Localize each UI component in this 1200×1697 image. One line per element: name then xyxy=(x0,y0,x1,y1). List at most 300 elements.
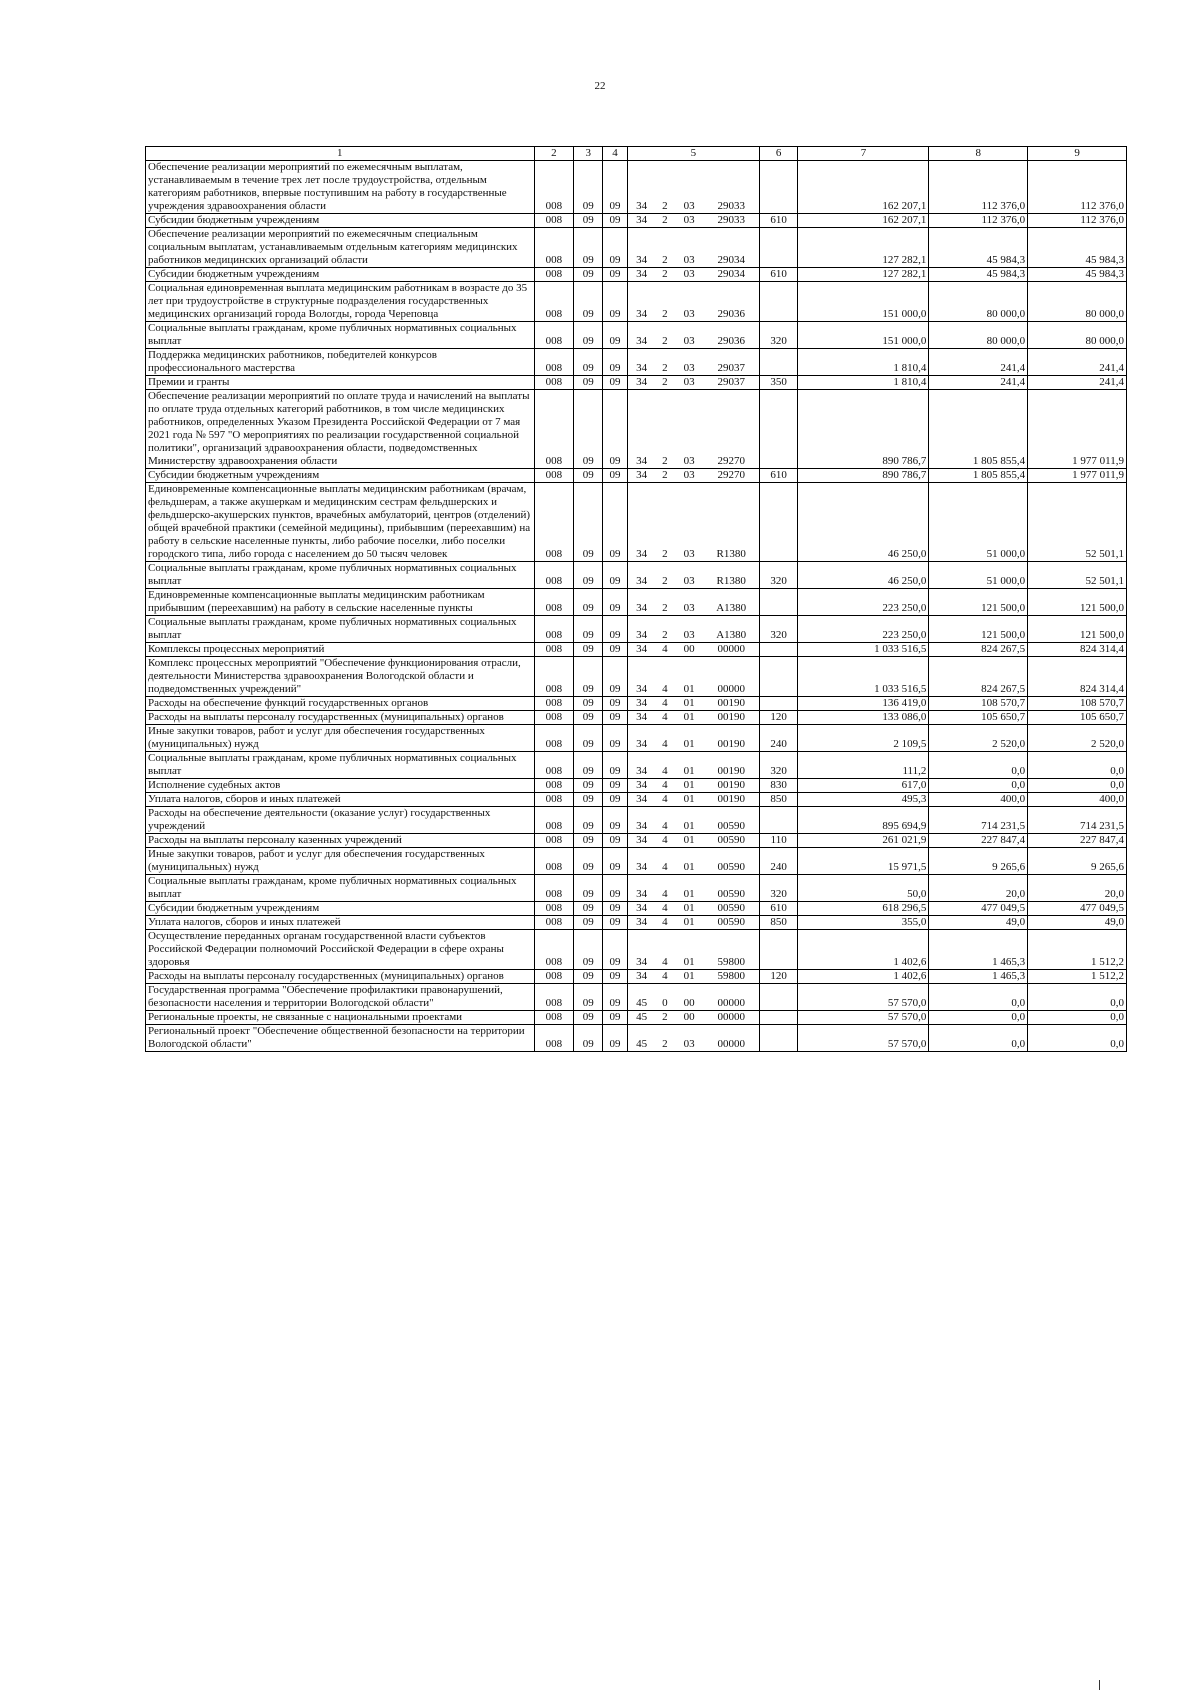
cell-section-code: 09 xyxy=(574,984,603,1011)
cell-subsection-code: 09 xyxy=(603,725,628,752)
cell-ministry-code: 008 xyxy=(534,616,574,643)
cell-expense-type-code xyxy=(759,228,798,268)
cell-amount-year-2: 51 000,0 xyxy=(929,483,1028,562)
cell-amount-year-2: 105 650,7 xyxy=(929,711,1028,725)
cell-amount-year-1: 127 282,1 xyxy=(798,228,929,268)
cell-ministry-code: 008 xyxy=(534,643,574,657)
cell-event-group-code: 01 xyxy=(675,970,704,984)
cell-direction-code: 29270 xyxy=(704,469,760,483)
cell-program-code: 34 xyxy=(627,376,655,390)
cell-amount-year-2: 0,0 xyxy=(929,752,1028,779)
cell-subsection-code: 09 xyxy=(603,589,628,616)
cell-subsection-code: 09 xyxy=(603,322,628,349)
cell-amount-year-3: 52 501,1 xyxy=(1028,483,1127,562)
cell-amount-year-3: 1 977 011,9 xyxy=(1028,469,1127,483)
cell-amount-year-1: 890 786,7 xyxy=(798,390,929,469)
cell-direction-code: 00190 xyxy=(704,752,760,779)
cell-expense-type-code xyxy=(759,390,798,469)
cell-program-code: 34 xyxy=(627,916,655,930)
cell-amount-year-2: 824 267,5 xyxy=(929,657,1028,697)
row-name: Региональные проекты, не связанные с национальными проектами xyxy=(146,1011,535,1025)
cell-amount-year-3: 0,0 xyxy=(1028,1011,1127,1025)
cell-amount-year-2: 1 465,3 xyxy=(929,970,1028,984)
row-name: Региональный проект "Обеспечение общественной безопасности на территории Вологодской области" xyxy=(146,1025,535,1052)
cell-section-code: 09 xyxy=(574,752,603,779)
cell-event-group-code: 03 xyxy=(675,469,704,483)
cell-direction-code: R1380 xyxy=(704,562,760,589)
cell-expense-type-code: 320 xyxy=(759,616,798,643)
cell-amount-year-3: 9 265,6 xyxy=(1028,848,1127,875)
cell-program-code: 34 xyxy=(627,970,655,984)
cell-amount-year-1: 46 250,0 xyxy=(798,562,929,589)
cell-subprogram-code: 4 xyxy=(655,834,674,848)
cell-subsection-code: 09 xyxy=(603,643,628,657)
cell-direction-code: A1380 xyxy=(704,616,760,643)
cell-section-code: 09 xyxy=(574,970,603,984)
cell-section-code: 09 xyxy=(574,807,603,834)
cell-amount-year-2: 241,4 xyxy=(929,349,1028,376)
cell-subsection-code: 09 xyxy=(603,834,628,848)
row-name: Уплата налогов, сборов и иных платежей xyxy=(146,793,535,807)
cell-subsection-code: 09 xyxy=(603,161,628,214)
cell-amount-year-3: 121 500,0 xyxy=(1028,589,1127,616)
cell-ministry-code: 008 xyxy=(534,376,574,390)
cell-event-group-code: 01 xyxy=(675,657,704,697)
table-row xyxy=(146,725,1127,752)
cell-direction-code: 00190 xyxy=(704,793,760,807)
cell-amount-year-1: 1 033 516,5 xyxy=(798,643,929,657)
row-name: Социальные выплаты гражданам, кроме публичных нормативных социальных выплат xyxy=(146,616,535,643)
table-row xyxy=(146,616,1127,643)
cell-amount-year-1: 495,3 xyxy=(798,793,929,807)
cell-amount-year-2: 80 000,0 xyxy=(929,282,1028,322)
cell-expense-type-code xyxy=(759,1011,798,1025)
cell-program-code: 34 xyxy=(627,390,655,469)
cell-expense-type-code: 610 xyxy=(759,902,798,916)
cell-direction-code: 59800 xyxy=(704,970,760,984)
cell-section-code: 09 xyxy=(574,322,603,349)
cell-amount-year-1: 2 109,5 xyxy=(798,725,929,752)
cell-subprogram-code: 4 xyxy=(655,752,674,779)
cell-program-code: 34 xyxy=(627,779,655,793)
table-row xyxy=(146,228,1127,268)
cell-amount-year-3: 105 650,7 xyxy=(1028,711,1127,725)
cell-amount-year-1: 1 402,6 xyxy=(798,930,929,970)
row-name: Социальная единовременная выплата медицинским работникам в возрасте до 35 лет при трудоустройстве в структурные подразделения государственных медицинских организаций города Вологды, города Череповца xyxy=(146,282,535,322)
cell-program-code: 34 xyxy=(627,469,655,483)
table-row xyxy=(146,697,1127,711)
cell-amount-year-3: 45 984,3 xyxy=(1028,268,1127,282)
column-header: 9 xyxy=(1028,147,1127,161)
cell-amount-year-1: 355,0 xyxy=(798,916,929,930)
cell-subsection-code: 09 xyxy=(603,469,628,483)
cell-subprogram-code: 4 xyxy=(655,807,674,834)
cell-subsection-code: 09 xyxy=(603,1011,628,1025)
row-name: Расходы на выплаты персоналу казенных учреждений xyxy=(146,834,535,848)
cell-amount-year-1: 895 694,9 xyxy=(798,807,929,834)
cell-amount-year-3: 1 977 011,9 xyxy=(1028,390,1127,469)
row-name: Обеспечение реализации мероприятий по оплате труда и начислений на выплаты по оплате труда отдельных категорий работников, в том числе медицинских работников, определенных Указом Президента Российской Федерации от 7 мая 2021 года № 597 "О мероприятиях по реализации государственной социальной политики", организаций здравоохранения области, подведомственных Министерству здравоохранения области xyxy=(146,390,535,469)
column-header: 1 xyxy=(146,147,535,161)
table-row xyxy=(146,322,1127,349)
cell-amount-year-1: 136 419,0 xyxy=(798,697,929,711)
cell-subprogram-code: 4 xyxy=(655,779,674,793)
table-row xyxy=(146,793,1127,807)
cell-event-group-code: 03 xyxy=(675,228,704,268)
cell-event-group-code: 01 xyxy=(675,930,704,970)
cell-amount-year-2: 112 376,0 xyxy=(929,161,1028,214)
cell-subsection-code: 09 xyxy=(603,483,628,562)
cell-direction-code: 00000 xyxy=(704,657,760,697)
cell-event-group-code: 01 xyxy=(675,697,704,711)
row-name: Расходы на выплаты персоналу государственных (муниципальных) органов xyxy=(146,711,535,725)
cell-section-code: 09 xyxy=(574,848,603,875)
cell-amount-year-3: 80 000,0 xyxy=(1028,322,1127,349)
cell-event-group-code: 03 xyxy=(675,161,704,214)
cell-expense-type-code: 120 xyxy=(759,711,798,725)
cell-amount-year-1: 111,2 xyxy=(798,752,929,779)
cell-expense-type-code xyxy=(759,697,798,711)
cell-amount-year-3: 52 501,1 xyxy=(1028,562,1127,589)
cell-expense-type-code xyxy=(759,483,798,562)
cell-subprogram-code: 4 xyxy=(655,930,674,970)
row-name: Уплата налогов, сборов и иных платежей xyxy=(146,916,535,930)
table-row xyxy=(146,916,1127,930)
cell-amount-year-1: 15 971,5 xyxy=(798,848,929,875)
cell-ministry-code: 008 xyxy=(534,697,574,711)
cell-subprogram-code: 2 xyxy=(655,228,674,268)
cell-subprogram-code: 2 xyxy=(655,161,674,214)
cell-expense-type-code xyxy=(759,930,798,970)
table-row xyxy=(146,752,1127,779)
cell-expense-type-code xyxy=(759,589,798,616)
table-row xyxy=(146,643,1127,657)
cell-subprogram-code: 4 xyxy=(655,793,674,807)
cell-program-code: 34 xyxy=(627,483,655,562)
cell-direction-code: 29034 xyxy=(704,228,760,268)
cell-ministry-code: 008 xyxy=(534,875,574,902)
cell-subsection-code: 09 xyxy=(603,848,628,875)
cell-subprogram-code: 2 xyxy=(655,214,674,228)
cell-subprogram-code: 2 xyxy=(655,1025,674,1052)
cell-program-code: 34 xyxy=(627,752,655,779)
cell-amount-year-3: 227 847,4 xyxy=(1028,834,1127,848)
row-name: Иные закупки товаров, работ и услуг для обеспечения государственных (муниципальных) нужд xyxy=(146,725,535,752)
cell-direction-code: 00590 xyxy=(704,807,760,834)
cell-direction-code: 00590 xyxy=(704,834,760,848)
cell-program-code: 34 xyxy=(627,643,655,657)
cell-amount-year-1: 1 810,4 xyxy=(798,376,929,390)
cell-program-code: 34 xyxy=(627,807,655,834)
cell-expense-type-code: 120 xyxy=(759,970,798,984)
cell-subsection-code: 09 xyxy=(603,268,628,282)
cell-section-code: 09 xyxy=(574,643,603,657)
row-name: Единовременные компенсационные выплаты медицинским работникам (врачам, фельдшерам, а также акушеркам и медицинским сестрам фельдшерских и фельдшерско-акушерских пунктов, врачебных амбулаторий, центров (отделений) общей врачебной практики (семейной медицины), прибывшим (переехавшим) на работу в сельские населенные пункты, либо рабочие поселки, либо поселки городского типа, либо города с населением до 50 тысяч человек xyxy=(146,483,535,562)
cell-amount-year-1: 162 207,1 xyxy=(798,214,929,228)
cell-amount-year-1: 57 570,0 xyxy=(798,984,929,1011)
cell-expense-type-code xyxy=(759,282,798,322)
row-name: Иные закупки товаров, работ и услуг для обеспечения государственных (муниципальных) нужд xyxy=(146,848,535,875)
cell-amount-year-2: 227 847,4 xyxy=(929,834,1028,848)
cell-direction-code: A1380 xyxy=(704,589,760,616)
cell-ministry-code: 008 xyxy=(534,657,574,697)
cell-direction-code: 00590 xyxy=(704,875,760,902)
column-header: 4 xyxy=(603,147,628,161)
cell-section-code: 09 xyxy=(574,834,603,848)
cell-program-code: 34 xyxy=(627,902,655,916)
cell-event-group-code: 00 xyxy=(675,643,704,657)
cell-direction-code: 00190 xyxy=(704,711,760,725)
cell-subprogram-code: 2 xyxy=(655,322,674,349)
header-row xyxy=(146,147,1127,161)
cell-section-code: 09 xyxy=(574,161,603,214)
table-row xyxy=(146,589,1127,616)
cell-expense-type-code xyxy=(759,984,798,1011)
row-name: Комплексы процессных мероприятий xyxy=(146,643,535,657)
row-name: Социальные выплаты гражданам, кроме публичных нормативных социальных выплат xyxy=(146,875,535,902)
cell-program-code: 34 xyxy=(627,349,655,376)
cell-amount-year-3: 112 376,0 xyxy=(1028,161,1127,214)
cell-amount-year-3: 121 500,0 xyxy=(1028,616,1127,643)
cell-subsection-code: 09 xyxy=(603,214,628,228)
cell-event-group-code: 01 xyxy=(675,779,704,793)
row-name: Расходы на выплаты персоналу государственных (муниципальных) органов xyxy=(146,970,535,984)
cell-ministry-code: 008 xyxy=(534,228,574,268)
table-row xyxy=(146,711,1127,725)
cell-section-code: 09 xyxy=(574,725,603,752)
cell-subsection-code: 09 xyxy=(603,616,628,643)
table-row xyxy=(146,390,1127,469)
cell-subsection-code: 09 xyxy=(603,793,628,807)
cell-ministry-code: 008 xyxy=(534,807,574,834)
cell-expense-type-code: 240 xyxy=(759,725,798,752)
cell-expense-type-code: 610 xyxy=(759,268,798,282)
cell-amount-year-2: 1 805 855,4 xyxy=(929,469,1028,483)
cell-amount-year-1: 46 250,0 xyxy=(798,483,929,562)
cell-expense-type-code xyxy=(759,643,798,657)
cell-event-group-code: 01 xyxy=(675,711,704,725)
cell-event-group-code: 01 xyxy=(675,752,704,779)
cell-subprogram-code: 2 xyxy=(655,390,674,469)
cell-ministry-code: 008 xyxy=(534,469,574,483)
column-header: 5 xyxy=(627,147,759,161)
cell-direction-code: 29037 xyxy=(704,349,760,376)
cell-ministry-code: 008 xyxy=(534,589,574,616)
cell-amount-year-3: 241,4 xyxy=(1028,376,1127,390)
cell-ministry-code: 008 xyxy=(534,970,574,984)
table-row xyxy=(146,214,1127,228)
cell-section-code: 09 xyxy=(574,1011,603,1025)
row-name: Социальные выплаты гражданам, кроме публичных нормативных социальных выплат xyxy=(146,562,535,589)
row-name: Комплекс процессных мероприятий "Обеспечение функционирования отрасли, деятельности Министерства здравоохранения Вологодской области и подведомственных учреждений" xyxy=(146,657,535,697)
cell-amount-year-1: 1 033 516,5 xyxy=(798,657,929,697)
cell-expense-type-code: 350 xyxy=(759,376,798,390)
cell-amount-year-3: 0,0 xyxy=(1028,984,1127,1011)
cell-section-code: 09 xyxy=(574,349,603,376)
cell-program-code: 34 xyxy=(627,657,655,697)
cell-program-code: 34 xyxy=(627,848,655,875)
cell-subprogram-code: 4 xyxy=(655,916,674,930)
cell-ministry-code: 008 xyxy=(534,562,574,589)
cell-amount-year-1: 151 000,0 xyxy=(798,322,929,349)
cell-subprogram-code: 0 xyxy=(655,984,674,1011)
cell-section-code: 09 xyxy=(574,930,603,970)
cell-program-code: 45 xyxy=(627,1025,655,1052)
cell-subprogram-code: 4 xyxy=(655,657,674,697)
cell-event-group-code: 00 xyxy=(675,984,704,1011)
cell-program-code: 34 xyxy=(627,875,655,902)
cell-expense-type-code: 850 xyxy=(759,793,798,807)
cell-subprogram-code: 2 xyxy=(655,1011,674,1025)
cell-program-code: 34 xyxy=(627,161,655,214)
table-row xyxy=(146,875,1127,902)
row-name: Субсидии бюджетным учреждениям xyxy=(146,902,535,916)
row-name: Государственная программа "Обеспечение профилактики правонарушений, безопасности населения и территории Вологодской области" xyxy=(146,984,535,1011)
table-row xyxy=(146,268,1127,282)
page-edge-mark xyxy=(1099,1680,1100,1690)
table-row xyxy=(146,807,1127,834)
cell-amount-year-2: 400,0 xyxy=(929,793,1028,807)
cell-event-group-code: 01 xyxy=(675,902,704,916)
cell-ministry-code: 008 xyxy=(534,779,574,793)
table-row xyxy=(146,562,1127,589)
cell-expense-type-code xyxy=(759,807,798,834)
cell-amount-year-1: 162 207,1 xyxy=(798,161,929,214)
cell-amount-year-2: 1 805 855,4 xyxy=(929,390,1028,469)
cell-amount-year-3: 0,0 xyxy=(1028,779,1127,793)
cell-direction-code: 00000 xyxy=(704,1011,760,1025)
column-header: 8 xyxy=(929,147,1028,161)
cell-expense-type-code xyxy=(759,1025,798,1052)
cell-subsection-code: 09 xyxy=(603,916,628,930)
cell-event-group-code: 03 xyxy=(675,282,704,322)
cell-program-code: 34 xyxy=(627,793,655,807)
cell-subprogram-code: 2 xyxy=(655,268,674,282)
cell-event-group-code: 03 xyxy=(675,268,704,282)
cell-amount-year-2: 121 500,0 xyxy=(929,589,1028,616)
page-number: 22 xyxy=(594,80,606,92)
table-body xyxy=(146,161,1127,1052)
cell-ministry-code: 008 xyxy=(534,322,574,349)
cell-amount-year-1: 133 086,0 xyxy=(798,711,929,725)
cell-amount-year-2: 9 265,6 xyxy=(929,848,1028,875)
cell-program-code: 34 xyxy=(627,268,655,282)
cell-subsection-code: 09 xyxy=(603,657,628,697)
cell-amount-year-3: 108 570,7 xyxy=(1028,697,1127,711)
cell-direction-code: 00000 xyxy=(704,1025,760,1052)
cell-event-group-code: 03 xyxy=(675,562,704,589)
cell-expense-type-code: 610 xyxy=(759,214,798,228)
cell-direction-code: 00190 xyxy=(704,725,760,752)
cell-amount-year-3: 241,4 xyxy=(1028,349,1127,376)
cell-subprogram-code: 4 xyxy=(655,697,674,711)
cell-expense-type-code xyxy=(759,161,798,214)
cell-direction-code: 29033 xyxy=(704,161,760,214)
cell-direction-code: 29036 xyxy=(704,282,760,322)
cell-event-group-code: 01 xyxy=(675,875,704,902)
cell-program-code: 34 xyxy=(627,711,655,725)
cell-direction-code: 29037 xyxy=(704,376,760,390)
cell-expense-type-code: 850 xyxy=(759,916,798,930)
cell-subsection-code: 09 xyxy=(603,282,628,322)
cell-amount-year-1: 890 786,7 xyxy=(798,469,929,483)
cell-expense-type-code: 110 xyxy=(759,834,798,848)
cell-expense-type-code xyxy=(759,349,798,376)
cell-ministry-code: 008 xyxy=(534,349,574,376)
cell-program-code: 34 xyxy=(627,214,655,228)
cell-section-code: 09 xyxy=(574,589,603,616)
cell-expense-type-code: 320 xyxy=(759,875,798,902)
table-row xyxy=(146,970,1127,984)
cell-ministry-code: 008 xyxy=(534,1025,574,1052)
cell-amount-year-3: 1 512,2 xyxy=(1028,970,1127,984)
cell-subsection-code: 09 xyxy=(603,984,628,1011)
cell-ministry-code: 008 xyxy=(534,984,574,1011)
cell-program-code: 34 xyxy=(627,930,655,970)
table-row xyxy=(146,282,1127,322)
cell-amount-year-3: 20,0 xyxy=(1028,875,1127,902)
row-name: Расходы на обеспечение функций государственных органов xyxy=(146,697,535,711)
cell-direction-code: 00190 xyxy=(704,697,760,711)
cell-event-group-code: 03 xyxy=(675,390,704,469)
cell-event-group-code: 01 xyxy=(675,834,704,848)
cell-amount-year-1: 1 810,4 xyxy=(798,349,929,376)
cell-event-group-code: 03 xyxy=(675,1025,704,1052)
cell-section-code: 09 xyxy=(574,562,603,589)
cell-expense-type-code: 320 xyxy=(759,322,798,349)
cell-amount-year-3: 112 376,0 xyxy=(1028,214,1127,228)
row-name: Социальные выплаты гражданам, кроме публичных нормативных социальных выплат xyxy=(146,752,535,779)
table-row xyxy=(146,349,1127,376)
cell-amount-year-1: 127 282,1 xyxy=(798,268,929,282)
cell-subsection-code: 09 xyxy=(603,1025,628,1052)
column-header: 3 xyxy=(574,147,603,161)
cell-amount-year-3: 824 314,4 xyxy=(1028,657,1127,697)
cell-amount-year-3: 0,0 xyxy=(1028,1025,1127,1052)
cell-amount-year-2: 714 231,5 xyxy=(929,807,1028,834)
cell-amount-year-1: 57 570,0 xyxy=(798,1011,929,1025)
cell-direction-code: 29033 xyxy=(704,214,760,228)
cell-subsection-code: 09 xyxy=(603,779,628,793)
cell-subprogram-code: 2 xyxy=(655,469,674,483)
cell-direction-code: 00590 xyxy=(704,848,760,875)
cell-subsection-code: 09 xyxy=(603,875,628,902)
cell-event-group-code: 01 xyxy=(675,793,704,807)
cell-direction-code: 29270 xyxy=(704,390,760,469)
cell-direction-code: 00000 xyxy=(704,984,760,1011)
cell-program-code: 34 xyxy=(627,228,655,268)
cell-event-group-code: 03 xyxy=(675,376,704,390)
cell-direction-code: R1380 xyxy=(704,483,760,562)
cell-ministry-code: 008 xyxy=(534,848,574,875)
cell-subsection-code: 09 xyxy=(603,752,628,779)
cell-amount-year-3: 714 231,5 xyxy=(1028,807,1127,834)
cell-amount-year-1: 261 021,9 xyxy=(798,834,929,848)
cell-amount-year-2: 477 049,5 xyxy=(929,902,1028,916)
table-row xyxy=(146,1025,1127,1052)
cell-section-code: 09 xyxy=(574,697,603,711)
cell-section-code: 09 xyxy=(574,657,603,697)
cell-section-code: 09 xyxy=(574,779,603,793)
budget-table xyxy=(145,146,1127,1052)
cell-section-code: 09 xyxy=(574,711,603,725)
cell-section-code: 09 xyxy=(574,228,603,268)
cell-section-code: 09 xyxy=(574,1025,603,1052)
cell-subsection-code: 09 xyxy=(603,930,628,970)
cell-amount-year-2: 0,0 xyxy=(929,779,1028,793)
cell-subsection-code: 09 xyxy=(603,390,628,469)
row-name: Субсидии бюджетным учреждениям xyxy=(146,214,535,228)
